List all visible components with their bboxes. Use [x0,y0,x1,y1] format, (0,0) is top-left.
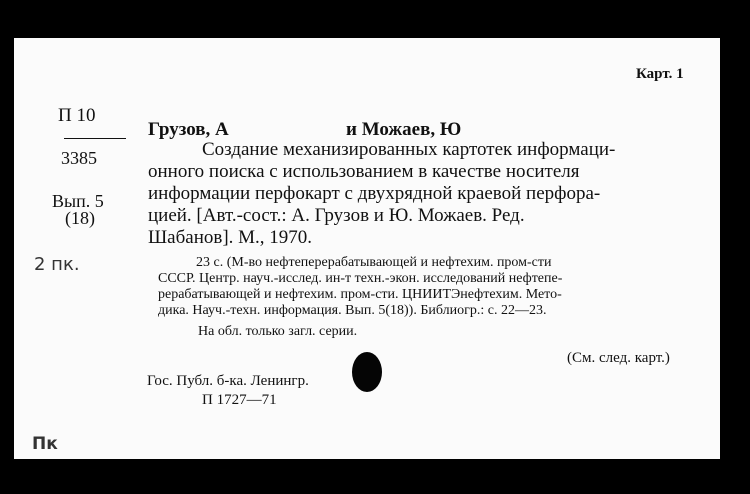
issue-sub-number: (18) [65,208,95,228]
call-number: П 10 [58,105,96,126]
ink-blot [352,352,382,392]
issue-number: Вып. 5 [52,191,104,211]
author-2: и Можаев, Ю [346,119,462,140]
description-line-1: 23 с. (М-во нефтеперерабатывающей и нефтехим. пром-сти [196,255,552,270]
accession-number: 3385 [61,148,97,168]
author-1: Грузов, А [148,119,229,140]
handwritten-bottom: Пк [32,434,58,454]
description-line-3: рерабатывающей и нефтехим. пром-сти. ЦНИИТЭнефтехим. Мето- [158,287,562,302]
library-name: Гос. Публ. б-ка. Ленингр. [147,373,309,389]
title-line-1: Создание механизированных картотек информаци- [202,139,616,160]
continued-note: (См. след. карт.) [567,350,670,366]
title-line-4: цией. [Авт.-сост.: А. Грузов и Ю. Можаев. Ред. [148,205,525,226]
title-line-3: информации перфокарт с двухрядной краевой перфора- [148,183,601,204]
description-line-2: СССР. Центр. науч.-исслед. ин-т техн.-экон. исследований нефтепе- [158,271,563,286]
description-line-5: На обл. только загл. серии. [198,324,358,339]
handwritten-note: 2 пк. [34,254,80,275]
catalog-card [14,38,720,459]
title-line-5: Шабанов]. М., 1970. [148,227,313,248]
call-number-divider [64,138,126,139]
card-number: Карт. 1 [636,66,684,82]
library-code: П 1727—71 [202,392,277,408]
description-line-4: дика. Науч.-техн. информация. Вып. 5(18)). Библиогр.: с. 22—23. [158,303,547,318]
title-line-2: онного поиска с использованием в качестве носителя [148,161,580,182]
